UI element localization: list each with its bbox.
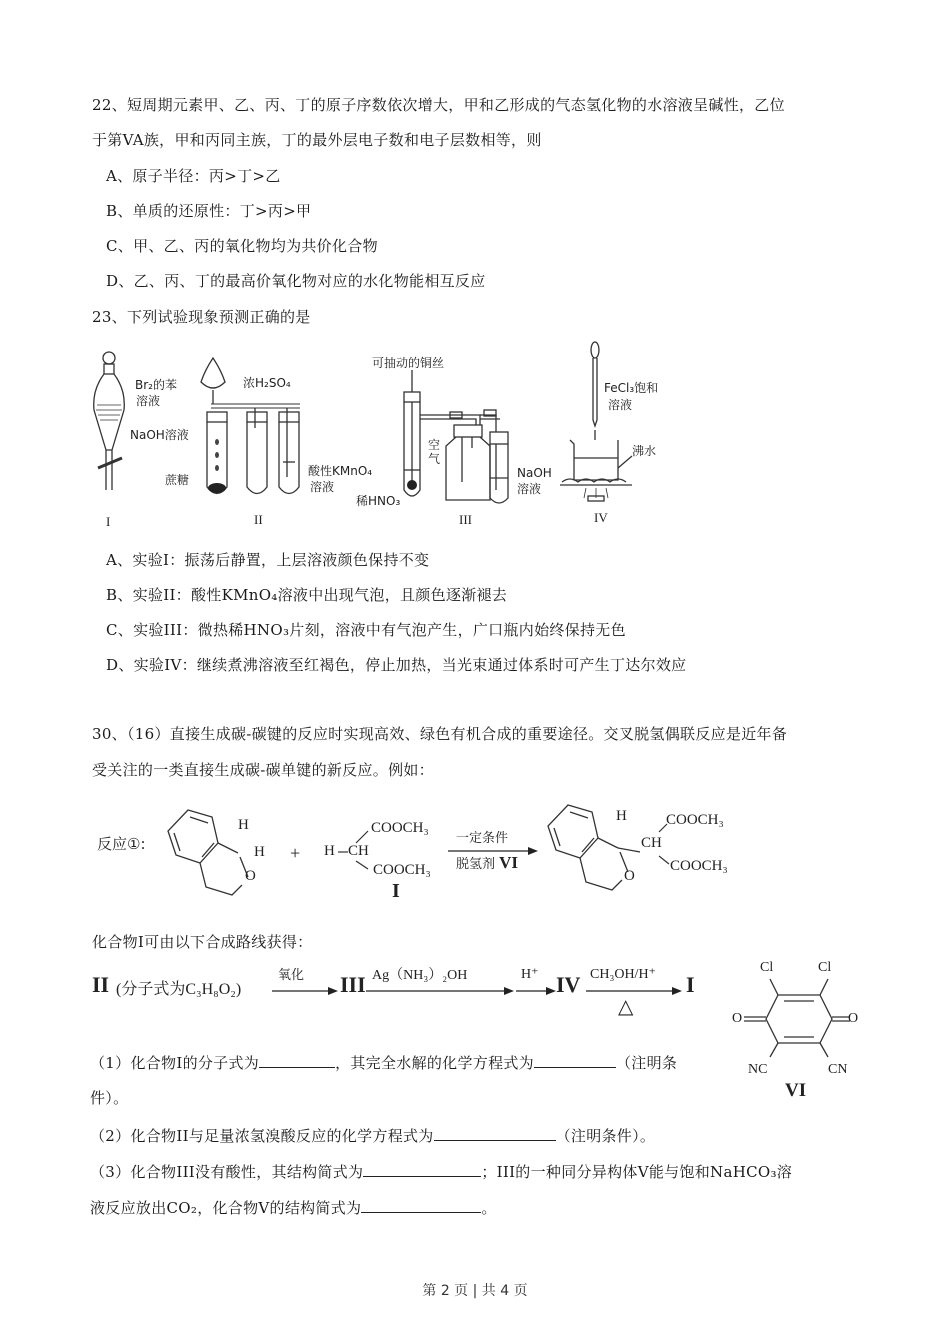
route-step3-label: H⁺ — [521, 967, 539, 982]
exp1-label-solution: 溶液 — [136, 394, 161, 408]
q22-option-c: C、甲、乙、丙的氧化物均为共价化合物 — [106, 237, 378, 255]
atom-h-top: H — [238, 817, 249, 833]
route-compound-iii: III — [340, 972, 366, 997]
arrow-condition-bottom — [456, 853, 519, 872]
sub-question-1 — [90, 1051, 677, 1073]
exp3-apparatus-icon — [400, 370, 530, 505]
reaction-arrow-icon — [448, 846, 538, 856]
sub3-text-d: 。 — [481, 1199, 497, 1217]
exp1-label-br2: Br₂的苯 — [135, 378, 177, 392]
route-arrow-4-icon — [586, 986, 682, 996]
route-step4-top-label: CH₃OH/H⁺ — [590, 967, 656, 982]
exp2-apparatus-icon — [195, 352, 305, 502]
route-formula: (分子式为C₃H₈O₂) — [116, 981, 242, 998]
exp2-label-h2so4: 浓H₂SO₄ — [243, 376, 291, 390]
exp4-label-solution: 溶液 — [608, 398, 633, 412]
q23-option-a: A、实验I：振荡后静置，上层溶液颜色保持不变 — [106, 551, 430, 569]
sub3-text-c: 液反应放出CO₂，化合物V的结构简式为 — [90, 1199, 362, 1217]
q30-stem-line1: 30、（16）直接生成碳-碳键的反应时实现高效、绿色有机合成的重要途径。交叉脱氢偶联反应是近年备 — [92, 725, 788, 743]
q23-option-b: B、实验II：酸性KMnO₄溶液中出现气泡，且颜色逐渐褪去 — [106, 586, 508, 604]
q22-stem-line2: 于第VA族，甲和丙同主族，丁的最外层电子数和电子层数相等，则 — [92, 131, 542, 149]
answer-blank-hydrolysis[interactable] — [534, 1051, 616, 1068]
product-cooch3-top: COOCH₃ — [666, 812, 724, 828]
sub-question-1-cont: 件）。 — [90, 1089, 129, 1107]
vi-cn: CN — [828, 1062, 848, 1077]
arrow-condition-top: 一定条件 — [456, 831, 509, 846]
reactant2-ch: CH — [348, 843, 369, 859]
reactant2-h: H — [324, 843, 335, 859]
atom-o: O — [245, 868, 256, 884]
q23-option-c: C、实验III：微热稀HNO₃片刻，溶液中有气泡产生，广口瓶内始终保持无色 — [106, 621, 626, 639]
sub1-text-b: ，其完全水解的化学方程式为 — [335, 1054, 534, 1072]
route-compound-i: I — [686, 972, 695, 997]
dehydrogenating-agent-label: 脱氢剂 — [456, 857, 496, 872]
q22-option-a: A、原子半径：丙>丁>乙 — [106, 167, 281, 185]
q22-option-b: B、单质的还原性：丁>丙>甲 — [106, 202, 312, 220]
sub1-text-a: （1）化合物I的分子式为 — [90, 1054, 260, 1072]
product-ch: CH — [641, 835, 662, 851]
product-atom-h: H — [616, 808, 627, 824]
exp1-numeral: I — [106, 514, 111, 529]
route-compound-iv: IV — [556, 972, 581, 997]
q22-stem-line1: 22、短周期元素甲、乙、丙、丁的原子序数依次增大，甲和乙形成的气态氢化物的水溶液呈碱性，乙位 — [92, 96, 785, 114]
exp3-label-solution: 溶液 — [517, 482, 542, 496]
exp3-label-copper-wire: 可抽动的铜丝 — [372, 356, 445, 370]
reactant2-cooch3-top: COOCH₃ — [371, 820, 429, 836]
sub3-text-a: （3）化合物III没有酸性，其结构简式为 — [90, 1163, 364, 1181]
page-footer: 第 2 页 | 共 4 页 — [422, 1283, 528, 1299]
exp3-numeral: III — [459, 512, 472, 527]
atom-h-right: H — [254, 844, 265, 860]
reactant2-cooch3-bottom: COOCH₃ — [373, 862, 431, 878]
reactant2-numeral: I — [392, 880, 400, 902]
vi-nc: NC — [748, 1062, 768, 1077]
q30-stem-line2: 受关注的一类直接生成碳-碳单键的新反应。例如： — [92, 761, 434, 779]
sub-question-3-cont — [90, 1196, 497, 1218]
sub3-text-b: ；III的一种同分异构体V能与饱和NaHCO₃溶 — [481, 1163, 793, 1181]
quinone-ring-icon — [740, 975, 860, 1075]
exp3-label-hno3: 稀HNO₃ — [356, 494, 401, 508]
exp2-label-solution: 溶液 — [310, 480, 335, 494]
route-arrow-3-icon — [516, 986, 556, 996]
exp3-label-naoh: NaOH — [517, 466, 552, 480]
sub1-text-c: （注明条 — [615, 1054, 678, 1072]
plus-sign: + — [290, 843, 301, 863]
sub-question-2 — [90, 1124, 655, 1146]
vi-numeral: VI — [785, 1080, 807, 1101]
answer-blank-hbr-equation[interactable] — [434, 1124, 556, 1141]
vi-o-right: O — [848, 1011, 859, 1026]
sub-question-3 — [90, 1160, 792, 1182]
route-compound-ii: II — [92, 972, 110, 997]
route-step2-label: Ag（NH₃）₂OH — [372, 968, 468, 983]
answer-blank-v-structure[interactable] — [361, 1196, 481, 1213]
route-intro: 化合物I可由以下合成路线获得： — [92, 933, 313, 951]
agent-numeral: VI — [499, 853, 519, 872]
product-atom-o: O — [624, 868, 635, 884]
answer-blank-formula[interactable] — [259, 1051, 335, 1068]
exp4-label-fecl3: FeCl₃饱和 — [604, 381, 659, 395]
vi-o-left: O — [732, 1011, 743, 1026]
sub2-text-a: （2）化合物II与足量浓氢溴酸反应的化学方程式为 — [90, 1127, 434, 1145]
q23-option-d: D、实验IV：继续煮沸溶液至红褐色，停止加热，当光束通过体系时可产生丁达尔效应 — [106, 656, 687, 674]
exp2-numeral: II — [254, 512, 263, 527]
sub2-text-b: （注明条件）。 — [555, 1127, 656, 1145]
route-step1-label: 氧化 — [278, 968, 305, 983]
answer-blank-iii-structure[interactable] — [363, 1160, 481, 1177]
exp4-label-boiling-water: 沸水 — [632, 444, 657, 458]
q23-stem: 23、下列试验现象预测正确的是 — [92, 308, 311, 326]
reaction-label: 反应①: — [97, 835, 146, 853]
vi-cl-left: Cl — [760, 960, 774, 975]
route-heat-symbol: △ — [618, 996, 634, 1018]
product-cooch3-bottom: COOCH₃ — [670, 858, 728, 874]
route-arrow-2-icon — [366, 986, 514, 996]
route-arrow-1-icon — [272, 986, 338, 996]
exp2-label-kmno4: 酸性KMnO₄ — [308, 464, 373, 478]
vi-cl-right: Cl — [818, 960, 832, 975]
q22-option-d: D、乙、丙、丁的最高价氧化物对应的水化物能相互反应 — [106, 272, 486, 290]
exp1-label-naoh: NaOH溶液 — [130, 428, 189, 442]
exp3-label-air: 空气 — [428, 438, 441, 466]
separatory-funnel-icon — [92, 350, 132, 500]
exp4-apparatus-icon — [560, 340, 660, 500]
exp2-label-sucrose: 蔗糖 — [165, 473, 190, 487]
exp4-numeral: IV — [594, 510, 608, 525]
